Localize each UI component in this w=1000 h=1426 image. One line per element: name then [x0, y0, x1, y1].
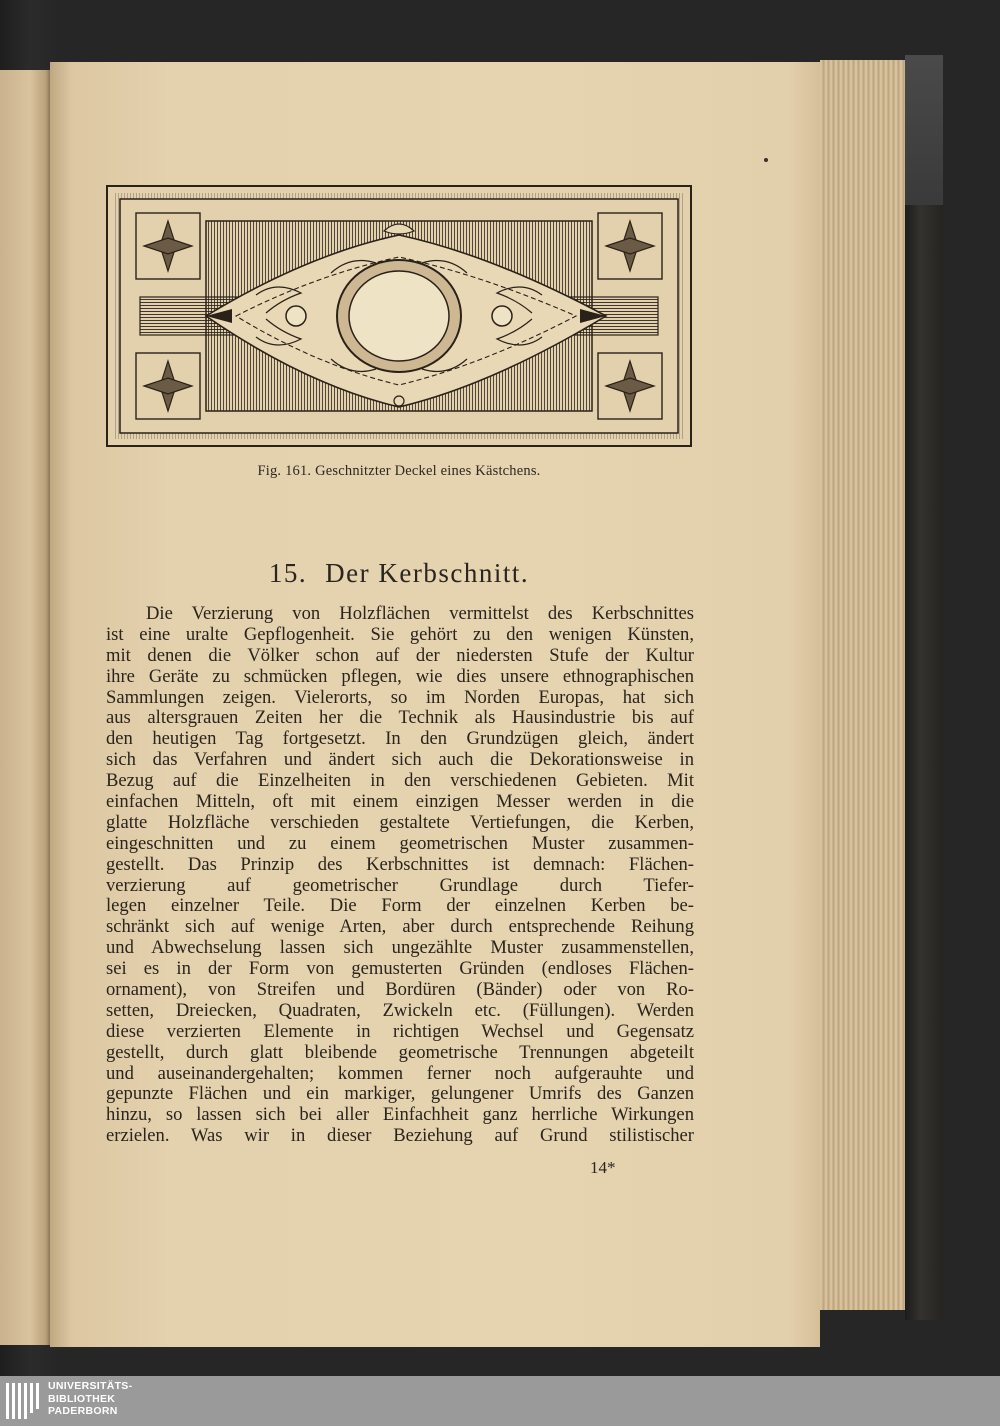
footer-bar — [0, 1376, 1000, 1426]
figure-caption — [106, 463, 692, 480]
text-line: einfachen Mitteln, oft mit einem einzigen Messer werden in die — [106, 792, 694, 813]
text-line: verzierung auf geometrischer Grundlage durch Tiefer- — [106, 875, 694, 896]
text-line: hinzu, so lassen sich bei aller Einfachheit ganz herrliche Wirkungen — [106, 1105, 694, 1126]
text-line: Bezug auf die Einzelheiten in den verschiedenen Gebieten. Mit — [106, 771, 694, 792]
book-cover — [905, 55, 943, 1320]
library-name — [48, 1380, 132, 1418]
text-line: ihre Geräte zu schmücken pflegen, wie dies unsere ethnographischen — [106, 666, 694, 687]
text-line: glatte Holzfläche verschieden gestaltete Vertiefungen, die Kerben, — [106, 812, 694, 833]
signature-mark: 14* — [590, 1158, 616, 1177]
text-line: Die Verzierung von Holzflächen vermittelst des Kerbschnittes — [146, 604, 694, 624]
text-line: und auseinandergehalten; kommen ferner noch aufgerauhte und — [106, 1063, 694, 1084]
figure-caption-text: Geschnitzter Deckel eines Kästchens. — [315, 463, 541, 479]
body-text — [106, 604, 694, 1147]
library-logo-icon — [4, 1379, 44, 1423]
text-line: aus altersgrauen Zeiten her die Technik als Hausindustrie bis auf — [106, 708, 694, 729]
library-name-line: UNIVERSITÄTS- — [48, 1380, 133, 1392]
book-cover-top — [905, 55, 943, 205]
text-line: erzielen. Was wir in dieser Beziehung auf Grund stilistischer — [106, 1126, 694, 1147]
section-title: Der Kerbschnitt. — [325, 558, 530, 588]
text-line: diese verzierten Elemente in richtigen Wechsel und Gegensatz — [106, 1021, 694, 1042]
section-number: 15. — [268, 558, 308, 588]
text-line: gestellt. Das Prinzip des Kerbschnittes ist demnach: Flächen- — [106, 854, 694, 875]
library-footer — [0, 1376, 1000, 1426]
text-line: ist eine uralte Gepflogenheit. Sie gehört zu den wenigen Künsten, — [106, 624, 694, 645]
text-line: setten, Dreiecken, Quadraten, Zwickeln etc. (Füllungen). Werden — [106, 1000, 694, 1021]
text-line: sei es in der Form von gemusterten Gründen (endloses Flächen- — [106, 959, 694, 980]
text-line: den heutigen Tag fortgesetzt. In den Grundzügen gleich, ändert — [106, 729, 694, 750]
ink-speck — [764, 158, 768, 162]
figure-number: Fig. 161. — [257, 463, 312, 479]
text-line: gepunzte Flächen und ein markiger, gelungener Umrifs des Ganzen — [106, 1084, 694, 1105]
text-line: sich das Verfahren und ändert sich auch die Dekorationsweise in — [106, 750, 694, 771]
text-line: Sammlungen zeigen. Vielerorts, so im Norden Europas, hat sich — [106, 687, 694, 708]
left-page-edge — [0, 70, 50, 1345]
library-name-line: PADERBORN — [48, 1405, 118, 1417]
text-line: legen einzelner Teile. Die Form der einzelnen Kerben be- — [106, 896, 694, 917]
section-heading — [106, 558, 692, 589]
page-edges — [820, 60, 907, 1310]
text-line: gestellt, durch glatt bleibende geometrische Trennungen abgeteilt — [106, 1042, 694, 1063]
text-line: schränkt sich auf wenige Arten, aber durch entsprechende Reihung — [106, 917, 694, 938]
text-line: mit denen die Völker schon auf der niedersten Stufe der Kultur — [106, 645, 694, 666]
text-line: eingeschnitten und zu einem geometrischen Muster zusammen- — [106, 833, 694, 854]
library-name-line: BIBLIOTHEK — [48, 1392, 116, 1405]
text-line: und Abwechselung lassen sich ungezählte Muster zusammenstellen, — [106, 938, 694, 959]
carved-lid-illustration — [106, 185, 692, 447]
text-line: ornament), von Streifen und Bordüren (Bänder) oder von Ro- — [106, 980, 694, 1001]
